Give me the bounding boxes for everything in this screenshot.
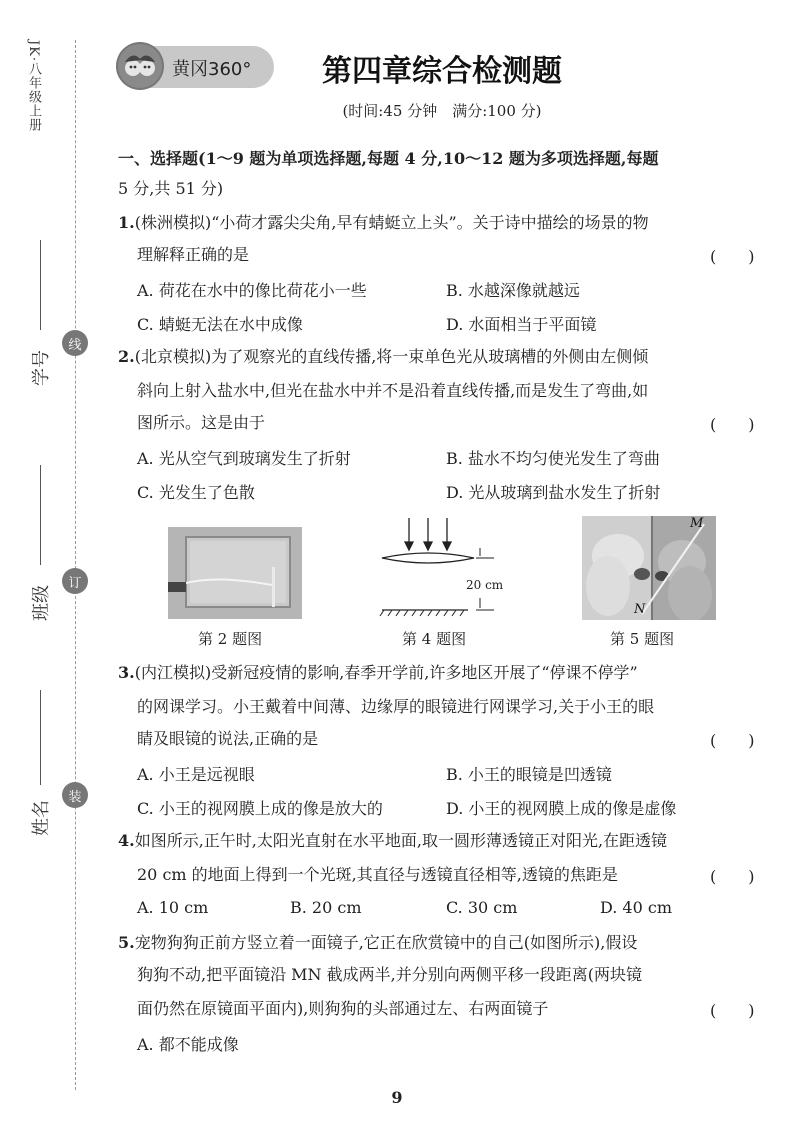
figure-4-distance-label: 20 cm (466, 578, 504, 592)
q2-option-a[interactable]: A. 光从空气到玻璃发生了折射 (137, 449, 351, 468)
figure-5-caption: 第 5 题图 (610, 630, 675, 648)
answer-blank-4[interactable]: ( ) (710, 867, 755, 886)
q3-option-b[interactable]: B. 小王的眼镜是凹透镜 (446, 765, 612, 784)
figure-5-photo (582, 516, 716, 620)
question-text: 如图所示,正午时,太阳光直射在水平地面,取一圆形薄透镜正对阳光,在距透镜 (134, 831, 668, 850)
exam-meta: (时间:45 分钟 满分:100 分) (342, 102, 542, 120)
q1-option-d[interactable]: D. 水面相当于平面镜 (446, 315, 597, 334)
question-5-cont: 狗狗不动,把平面镜沿 MN 截成两半,并分别向两侧平移一段距离(两块镜 (137, 965, 642, 984)
q4-option-c[interactable]: C. 30 cm (446, 898, 518, 917)
figure-4-caption: 第 4 题图 (402, 630, 467, 648)
answer-blank-1[interactable]: ( ) (710, 247, 755, 266)
answer-blank-3[interactable]: ( ) (710, 731, 755, 750)
name-field[interactable] (40, 690, 41, 785)
question-5-cont2: 面仍然在原镜面平面内),则狗狗的头部通过左、右两面镜子 (137, 999, 549, 1018)
student-id-label: 学号 (31, 350, 52, 386)
class-field[interactable] (40, 465, 41, 565)
section-heading: 一、选择题(1～9 题为单项选择题,每题 4 分,10～12 题为多项选择题,每题 (118, 149, 659, 168)
question-number: 1. (118, 213, 135, 232)
student-id-field[interactable] (40, 240, 41, 330)
binding-mark-staple: 订 (62, 568, 88, 594)
name-label: 姓名 (31, 800, 52, 836)
answer-blank-5[interactable]: ( ) (710, 1001, 755, 1020)
question-1 (118, 212, 649, 234)
question-2-cont2: 图所示。这是由于 (137, 413, 266, 432)
question-4-cont: 20 cm 的地面上得到一个光斑,其直径与透镜直径相等,透镜的焦距是 (137, 865, 618, 884)
q4-option-d[interactable]: D. 40 cm (600, 898, 673, 917)
page-title: 第四章综合检测题 (322, 54, 562, 89)
question-3-cont: 的网课学习。小王戴着中间薄、边缘厚的眼镜进行网课学习,关于小王的眼 (137, 697, 655, 716)
q4-option-b[interactable]: B. 20 cm (290, 898, 362, 917)
q2-option-b[interactable]: B. 盐水不均匀使光发生了弯曲 (446, 449, 660, 468)
class-label: 班级 (31, 585, 52, 621)
question-number: 2. (118, 347, 135, 366)
question-text: (内江模拟)受新冠疫情的影响,春季开学前,许多地区开展了“停课不停学” (134, 663, 638, 682)
question-text: 宠物狗狗正前方竖立着一面镜子,它正在欣赏镜中的自己(如图所示),假设 (134, 933, 638, 952)
question-3 (118, 662, 638, 684)
question-number: 4. (118, 831, 135, 850)
question-text: (株洲模拟)“小荷才露尖尖角,早有蜻蜓立上头”。关于诗中描绘的场景的物 (134, 213, 649, 232)
q3-option-c[interactable]: C. 小王的视网膜上成的像是放大的 (137, 799, 383, 818)
q1-option-c[interactable]: C. 蜻蜓无法在水中成像 (137, 315, 303, 334)
q5-option-a[interactable]: A. 都不能成像 (137, 1035, 239, 1054)
question-2 (118, 346, 648, 368)
q3-option-a[interactable]: A. 小王是远视眼 (137, 765, 255, 784)
section-heading-cont: 5 分,共 51 分) (118, 179, 224, 198)
question-3-cont2: 睛及眼镜的说法,正确的是 (137, 729, 319, 748)
question-number: 5. (118, 933, 135, 952)
question-5 (118, 932, 637, 954)
question-1-cont: 理解释正确的是 (137, 245, 250, 264)
q2-option-c[interactable]: C. 光发生了色散 (137, 483, 255, 502)
book-tag: JK·八年级上册 (26, 40, 41, 133)
q2-option-d[interactable]: D. 光从玻璃到盐水发生了折射 (446, 483, 661, 502)
question-4 (118, 830, 667, 852)
badge-text: 黄冈360° (172, 59, 252, 80)
binding-mark-bind: 装 (62, 782, 88, 808)
question-text: (北京模拟)为了观察光的直线传播,将一束单色光从玻璃槽的外侧由左侧倾 (134, 347, 649, 366)
q3-option-d[interactable]: D. 小王的视网膜上成的像是虚像 (446, 799, 677, 818)
figure-5-label-n: N (634, 602, 646, 617)
q4-option-a[interactable]: A. 10 cm (137, 898, 209, 917)
answer-blank-2[interactable]: ( ) (710, 415, 755, 434)
figure-2-caption: 第 2 题图 (198, 630, 263, 648)
binding-dashed-line (75, 40, 76, 1090)
question-number: 3. (118, 663, 135, 682)
figure-4-diagram (378, 516, 508, 620)
binding-mark-line: 线 (62, 330, 88, 356)
q1-option-b[interactable]: B. 水越深像就越远 (446, 281, 580, 300)
figure-2-photo (168, 527, 302, 619)
page-number: 9 (391, 1088, 403, 1107)
figure-5-label-m: M (690, 516, 704, 531)
q1-option-a[interactable]: A. 荷花在水中的像比荷花小一些 (137, 281, 367, 300)
question-2-cont: 斜向上射入盐水中,但光在盐水中并不是沿着直线传播,而是发生了弯曲,如 (137, 381, 649, 400)
